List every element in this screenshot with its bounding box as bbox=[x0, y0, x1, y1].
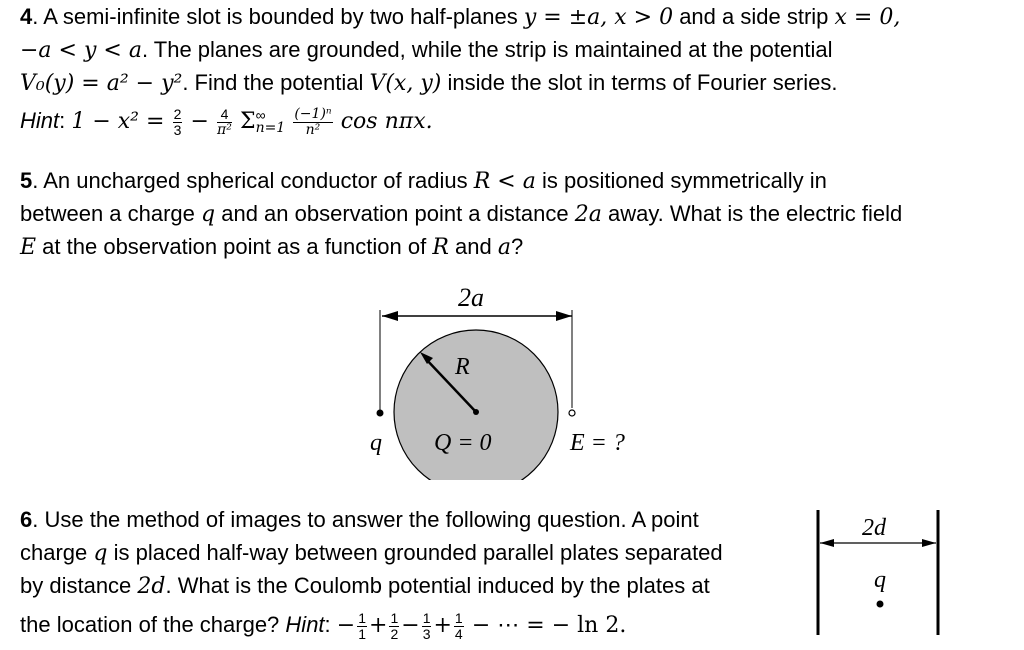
math: − bbox=[190, 109, 209, 134]
math: V(x, y) bbox=[369, 71, 442, 96]
p5-text: at the observation point as a function of bbox=[36, 234, 433, 259]
math: q bbox=[201, 202, 216, 227]
math: + bbox=[369, 613, 388, 638]
p6-text: the location of the charge? bbox=[20, 612, 286, 637]
p5-text: is positioned symmetrically in bbox=[535, 168, 827, 193]
sphere-diagram bbox=[340, 280, 670, 480]
p4-text: and a side strip bbox=[673, 4, 835, 29]
fraction bbox=[293, 107, 332, 138]
charge-label: q bbox=[874, 567, 886, 593]
charge-point-icon bbox=[877, 601, 884, 608]
numerator: 1 bbox=[390, 609, 399, 626]
p5-text: ? bbox=[510, 234, 524, 259]
math: − bbox=[401, 613, 420, 638]
p4-text: inside the slot in terms of Fourier series. bbox=[441, 70, 838, 95]
denominator: 3 bbox=[422, 625, 431, 642]
fraction bbox=[389, 611, 399, 642]
p4-line2 bbox=[20, 35, 833, 66]
math: 1 − x² = bbox=[71, 109, 165, 134]
math: a bbox=[497, 235, 511, 260]
p4-text: . A semi-infinite slot is bounded by two half-planes bbox=[32, 4, 524, 29]
numerator: 1 bbox=[454, 609, 463, 626]
sum-upper: ∞ bbox=[255, 107, 266, 124]
p4-number: 4 bbox=[20, 4, 33, 29]
denominator: 2 bbox=[390, 625, 399, 642]
math: −a < y < a bbox=[20, 38, 142, 63]
p6-hint bbox=[20, 610, 626, 642]
fraction bbox=[422, 611, 432, 642]
sphere-conductor bbox=[394, 330, 558, 480]
math: + bbox=[433, 613, 452, 638]
p5-line3 bbox=[20, 232, 523, 263]
fraction bbox=[173, 107, 183, 138]
p5-text: away. What is the electric field bbox=[601, 201, 903, 226]
p4-line1 bbox=[20, 2, 900, 33]
p5-number: 5 bbox=[20, 168, 33, 193]
sum-lower: n=1 bbox=[255, 120, 286, 137]
p5-text: and bbox=[448, 234, 498, 259]
fraction bbox=[454, 611, 464, 642]
math: E bbox=[20, 235, 37, 260]
sphere-charge-label: Q = 0 bbox=[434, 430, 492, 456]
numerator: 4 bbox=[217, 107, 232, 123]
arrowhead-right-icon bbox=[556, 311, 572, 321]
p4-line3 bbox=[20, 68, 838, 99]
math: − ⋯ = − ln 2. bbox=[471, 613, 627, 638]
p5-line1 bbox=[20, 166, 827, 197]
arrowhead-right-icon bbox=[922, 539, 936, 547]
charge-label: q bbox=[370, 430, 382, 456]
charge-point-icon bbox=[377, 410, 384, 417]
distance-label: 2a bbox=[458, 283, 484, 312]
numerator: 1 bbox=[358, 609, 367, 626]
radius-label: R bbox=[455, 354, 470, 380]
distance-label: 2d bbox=[862, 515, 886, 541]
math: q bbox=[93, 541, 108, 566]
parallel-plates-diagram bbox=[800, 505, 950, 640]
p6-text: is placed half-way between grounded parallel plates separated bbox=[107, 540, 723, 565]
denominator: n² bbox=[305, 121, 321, 138]
p6-number: 6 bbox=[20, 507, 33, 532]
p5-text: and an observation point a distance bbox=[215, 201, 575, 226]
denominator: 4 bbox=[454, 625, 463, 642]
numerator: 1 bbox=[422, 609, 431, 626]
arrowhead-left-icon bbox=[820, 539, 834, 547]
math: 2d bbox=[137, 574, 166, 599]
hint-label: Hint bbox=[285, 612, 325, 637]
p6-text: by distance bbox=[20, 573, 138, 598]
p5-line2 bbox=[20, 199, 902, 230]
p6-line1 bbox=[20, 505, 699, 535]
p6-text: charge bbox=[20, 540, 94, 565]
arrowhead-left-icon bbox=[382, 311, 398, 321]
numerator: 2 bbox=[173, 105, 182, 122]
p5-text: between a charge bbox=[20, 201, 202, 226]
p6-text: . Use the method of images to answer the following question. A point bbox=[32, 507, 699, 532]
math: x = 0, bbox=[834, 5, 901, 30]
p5-text: . An uncharged spherical conductor of radius bbox=[32, 168, 474, 193]
p6-text: . What is the Coulomb potential induced by the plates at bbox=[165, 573, 710, 598]
math: − bbox=[336, 613, 356, 638]
math: 2a bbox=[574, 202, 602, 227]
math: y = ±a, x > 0 bbox=[523, 5, 674, 30]
sphere-center-icon bbox=[473, 409, 479, 415]
math: R < a bbox=[473, 169, 536, 194]
p4-text: . Find the potential bbox=[182, 70, 370, 95]
p6-line3 bbox=[20, 571, 710, 602]
math: cos nπx. bbox=[340, 109, 433, 134]
hint-label: Hint bbox=[20, 108, 60, 133]
observation-point-icon bbox=[569, 410, 575, 416]
math: R bbox=[432, 235, 449, 260]
p4-text: . The planes are grounded, while the strip is maintained at the potential bbox=[141, 37, 833, 62]
p6-line2 bbox=[20, 538, 723, 569]
hint-colon: : bbox=[324, 612, 337, 637]
sum-limits bbox=[256, 109, 286, 135]
p4-hint bbox=[20, 106, 433, 138]
fraction bbox=[357, 611, 367, 642]
hint-colon: : bbox=[59, 108, 72, 133]
math: V₀(y) = a² − y² bbox=[20, 71, 183, 96]
fraction bbox=[217, 107, 232, 138]
denominator: 1 bbox=[358, 625, 367, 642]
denominator: 3 bbox=[173, 121, 182, 138]
denominator: π² bbox=[217, 121, 232, 138]
sum-symbol: Σ bbox=[240, 109, 256, 134]
numerator: (−1)ⁿ bbox=[294, 105, 332, 122]
field-label: E = ? bbox=[570, 430, 625, 456]
